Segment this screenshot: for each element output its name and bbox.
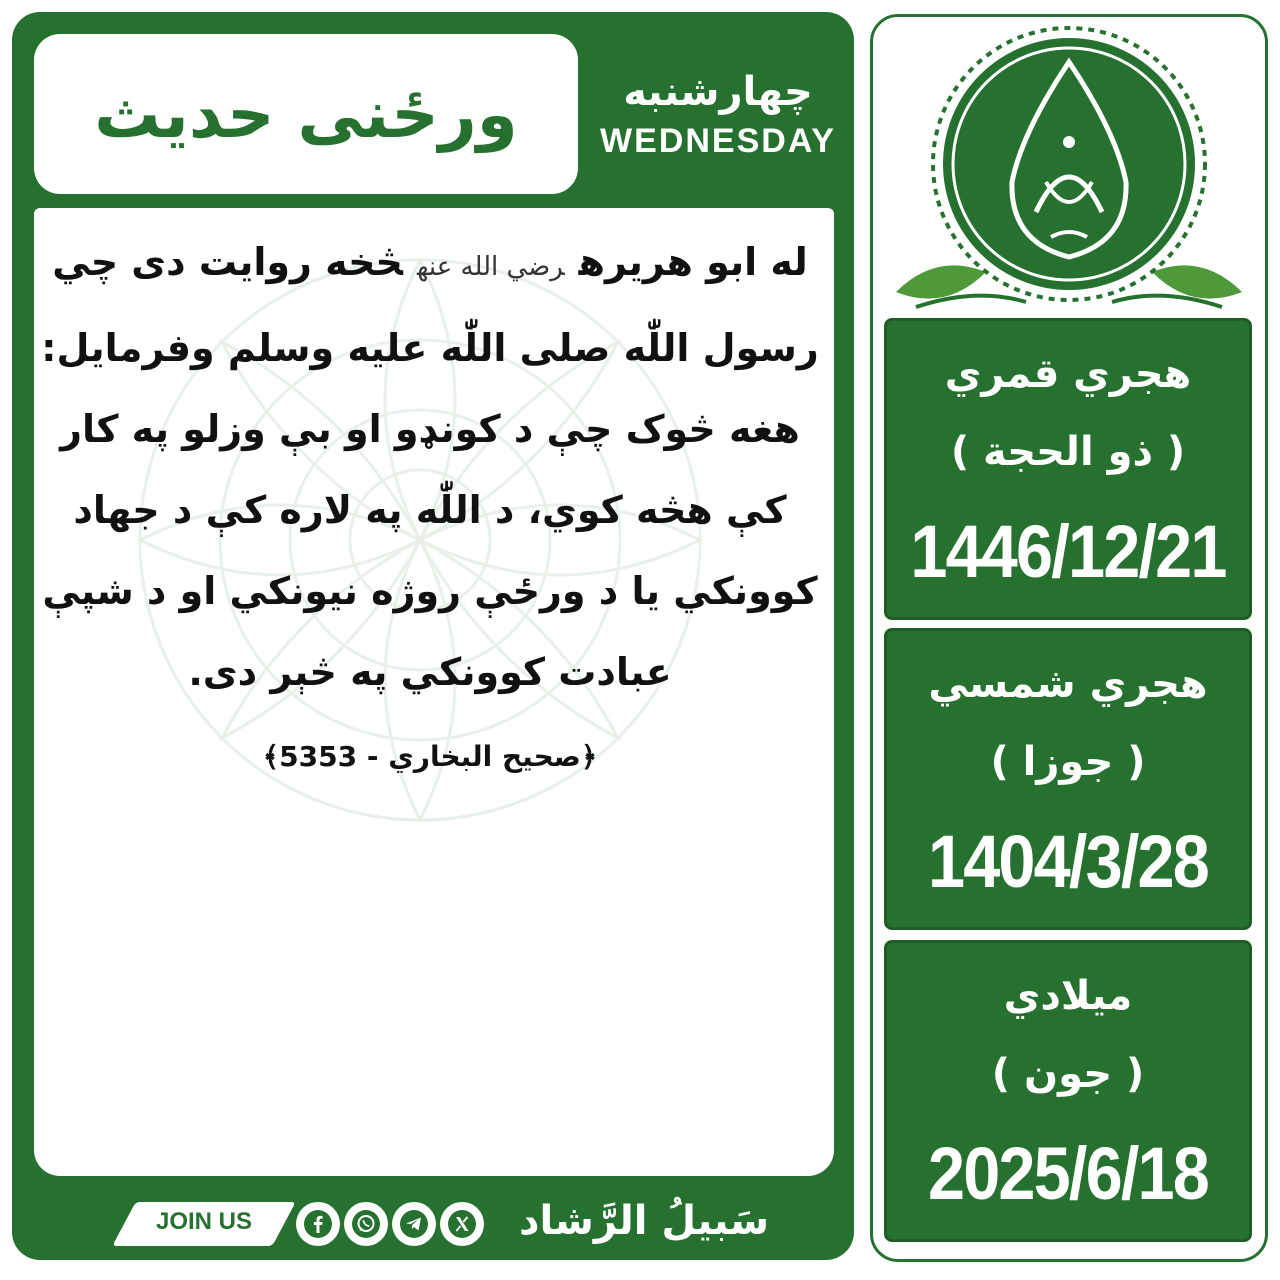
hijri-qamari-month: ( ذو الحجة ) bbox=[950, 429, 1186, 475]
miladi-month: ( جون ) bbox=[991, 1051, 1145, 1097]
hadith-line-1 bbox=[40, 222, 820, 308]
day-box bbox=[582, 34, 854, 194]
hadith-text bbox=[40, 222, 820, 713]
hijri-shamsi-date: 1404/3/28 bbox=[927, 820, 1209, 903]
miladi-label: ميلادي bbox=[1003, 973, 1133, 1019]
narrator-suffix: څخه روايت دی چي bbox=[52, 240, 403, 284]
page-title: ورځنی حدیث bbox=[94, 75, 518, 153]
hijri-shamsi-month: ( جوزا ) bbox=[990, 739, 1146, 785]
hadith-line-5: کوونکي يا د ورځې روژه نيونکي او د شپې bbox=[42, 569, 818, 613]
hadith-line-6: عبادت کوونکي په څېر دی. bbox=[188, 650, 672, 694]
join-us-label[interactable]: JOIN US bbox=[155, 1208, 253, 1235]
facebook-icon[interactable] bbox=[296, 1202, 340, 1246]
hijri-shamsi-card bbox=[884, 628, 1252, 930]
narrator-prefix: له ابو هريره bbox=[578, 240, 808, 284]
hijri-qamari-label: هجري قمري bbox=[944, 351, 1192, 397]
x-icon[interactable] bbox=[440, 1202, 484, 1246]
title-box bbox=[34, 34, 578, 194]
hadith-source: ﴿صحيح البخاري - 5353﴾ bbox=[262, 740, 598, 773]
whatsapp-icon[interactable] bbox=[344, 1202, 388, 1246]
weekday-english: WEDNESDAY bbox=[600, 121, 836, 160]
footer bbox=[34, 1188, 834, 1254]
telegram-icon[interactable] bbox=[392, 1202, 436, 1246]
honorific: رضي الله عنه bbox=[416, 252, 565, 282]
hadith-line-3: هغه څوک چې د کونډو او بې وزلو په کار bbox=[60, 407, 800, 451]
miladi-date: 2025/6/18 bbox=[927, 1132, 1209, 1215]
hijri-qamari-date: 1446/12/21 bbox=[910, 510, 1226, 593]
miladi-card bbox=[884, 940, 1252, 1242]
hijri-qamari-card bbox=[884, 318, 1252, 620]
weekday-pashto: چهارشنبه bbox=[623, 68, 813, 115]
sabil-al-rashad-logo bbox=[876, 22, 1262, 322]
hadith-line-2: رسول اللّٰه صلی اللّٰه عليه وسلم وفرمايل: bbox=[41, 326, 819, 370]
brand-name: سَبيلُ الرَّشاد bbox=[518, 1198, 770, 1244]
hadith-line-4: کې هڅه کوي، د اللّٰه په لاره کې د جهاد bbox=[73, 488, 787, 532]
hijri-shamsi-label: هجري شمسي bbox=[928, 661, 1208, 707]
